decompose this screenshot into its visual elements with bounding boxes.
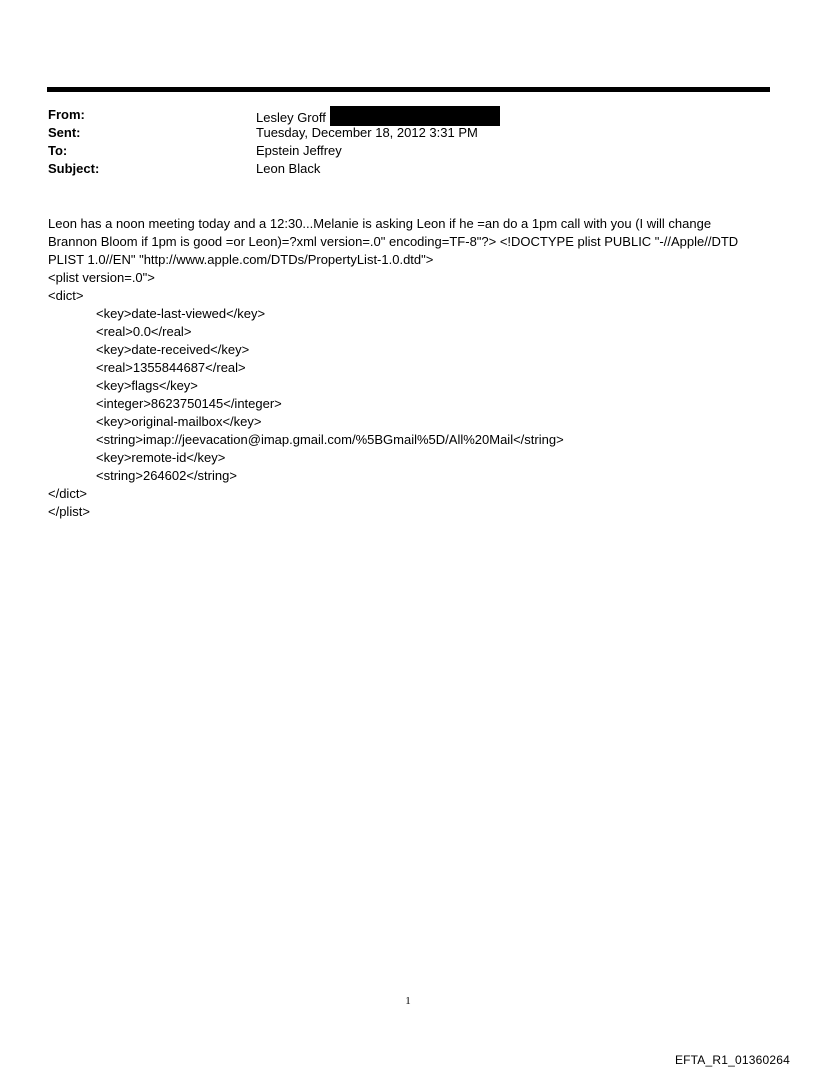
page-number: 1: [405, 995, 411, 1007]
dict-entry-line: <key>flags</key>: [96, 378, 198, 393]
document-id: EFTA_R1_01360264: [674, 1053, 790, 1067]
from-row: [48, 106, 768, 124]
redaction-block: [330, 106, 500, 126]
plist-open-line: <plist version=.0">: [48, 270, 155, 285]
to-value: Epstein Jeffrey: [256, 143, 342, 158]
dict-entry-line: <string>264602</string>: [96, 468, 237, 483]
dict-entry-line: <key>date-received</key>: [96, 342, 250, 357]
dict-entry-line: <key>original-mailbox</key>: [96, 414, 262, 429]
from-value: Lesley Groff: [256, 110, 326, 125]
body-paragraph-line: Brannon Bloom if 1pm is good =or Leon)=?xml version=.0" encoding=TF-8"?> <!DOCTYPE plist PUBLIC "-//Apple//DTD: [48, 234, 739, 249]
sent-label: Sent:: [48, 125, 81, 140]
sent-value: Tuesday, December 18, 2012 3:31 PM: [256, 125, 478, 140]
email-body: [48, 215, 768, 521]
subject-label: Subject:: [48, 161, 100, 176]
dict-entry-line: <real>0.0</real>: [96, 324, 192, 339]
from-label: From:: [48, 107, 85, 122]
plist-close-line: </plist>: [48, 504, 90, 519]
to-label: To:: [48, 143, 68, 158]
dict-close-line: </dict>: [48, 486, 88, 501]
body-paragraph-line: PLIST 1.0//EN" "http://www.apple.com/DTDs/PropertyList-1.0.dtd">: [48, 252, 434, 267]
to-row: [48, 142, 768, 160]
sent-row: [48, 124, 768, 142]
header-divider-rule: [47, 87, 770, 92]
body-paragraph-line: Leon has a noon meeting today and a 12:30...Melanie is asking Leon if he =an do a 1pm call with you (I will change: [48, 216, 712, 231]
dict-entry-line: <integer>8623750145</integer>: [96, 396, 282, 411]
subject-row: [48, 160, 768, 178]
dict-entry-line: <string>imap://jeevacation@imap.gmail.com/%5BGmail%5D/All%20Mail</string>: [96, 432, 564, 447]
dict-entry-line: <real>1355844687</real>: [96, 360, 246, 375]
dict-entry-line: <key>remote-id</key>: [96, 450, 226, 465]
subject-value: Leon Black: [256, 161, 321, 176]
dict-open-line: <dict>: [48, 288, 84, 303]
dict-entry-line: <key>date-last-viewed</key>: [96, 306, 266, 321]
from-value-container: [256, 106, 768, 124]
email-header: [48, 106, 768, 178]
